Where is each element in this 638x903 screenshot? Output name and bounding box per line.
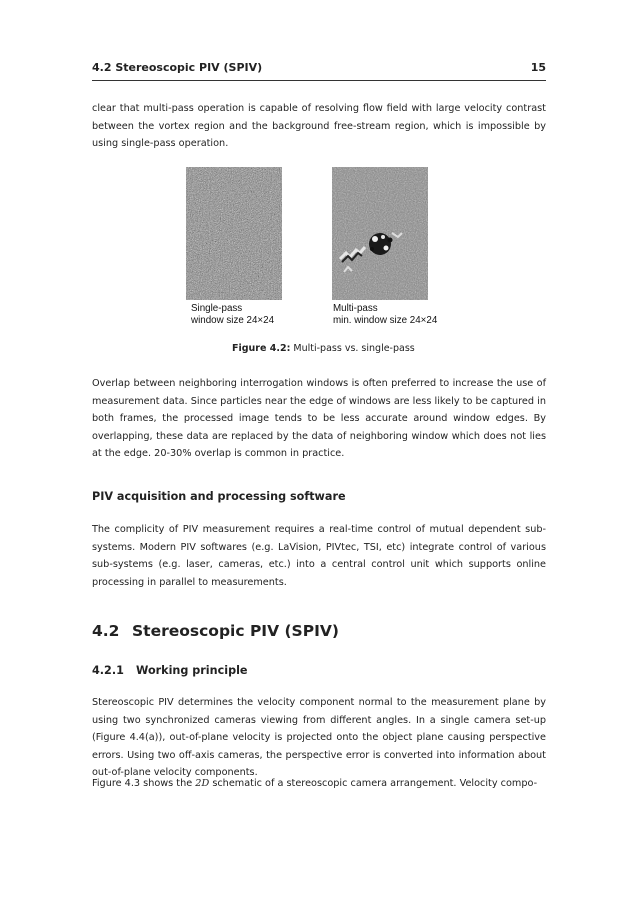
single-pass-label-line1: Single-pass: [191, 303, 243, 314]
single-pass-image: [186, 167, 282, 300]
single-pass-label: [191, 303, 274, 327]
multi-pass-label-line2: min. window size 24×24: [333, 315, 438, 326]
multi-pass-label-line1: Multi-pass: [333, 303, 378, 314]
paragraph-working-principle: [92, 694, 546, 782]
section-heading: [92, 622, 339, 640]
running-header: [92, 61, 546, 77]
running-header-title: 4.2 Stereoscopic PIV (SPIV): [92, 61, 263, 74]
subheading-software: [92, 490, 346, 503]
paragraph-schematic-text: [92, 775, 546, 793]
page-number: 15: [530, 61, 546, 74]
math-2d: 2D: [195, 778, 210, 789]
section-number: 4.2: [92, 622, 120, 640]
figure-caption: [232, 343, 415, 354]
multi-pass-vortex-field: [332, 167, 428, 300]
paragraph-intro: [92, 100, 546, 153]
figure-ref-link[interactable]: 4.4(a): [129, 732, 159, 744]
paragraph-overlap: [92, 375, 546, 463]
subsection-number: 4.2.1: [92, 664, 124, 677]
paragraph-schematic-part2: schematic of a stereoscopic camera arrangement. Velocity compo-: [209, 778, 538, 789]
paragraph-schematic: [92, 775, 546, 793]
multi-pass-label: [333, 303, 437, 327]
single-pass-label-line2: window size 24×24: [191, 315, 275, 326]
figure-caption-text: Multi-pass vs. single-pass: [293, 343, 415, 354]
paragraph-working-principle-text: [92, 694, 546, 782]
subsection-heading: [92, 664, 248, 677]
paragraph-working-principle-part1: Stereoscopic PIV determines the velocity component normal to the measurement plane by using two synchronized cameras viewing from different angles. In a single camera set-up (Figure: [92, 697, 546, 744]
paragraph-software: [92, 521, 546, 591]
multi-pass-image: [332, 167, 428, 300]
subsection-title: Working principle: [136, 664, 248, 677]
single-pass-noise-field: [186, 167, 282, 300]
section-title: Stereoscopic PIV (SPIV): [132, 622, 339, 640]
header-rule: [92, 80, 546, 81]
paragraph-software-text: The complicity of PIV measurement requires a real-time control of mutual dependent sub-systems. Modern PIV softwares (e.g. LaVision, PIVtec, TSI, etc) integrate control of various sub-systems (e.g. laser, cameras, etc.) into a central control unit which supports online processing in parallel to measurements.: [92, 524, 546, 588]
paragraph-working-principle-part2: ), out-of-plane velocity is projected onto the object plane causing perspective errors. Using two off-axis cameras, the perspective error is converted into information about out-of-plane velocity components.: [92, 732, 547, 779]
paragraph-schematic-part1: Figure 4.3 shows the: [92, 778, 196, 789]
paragraph-intro-text: clear that multi-pass operation is capable of resolving flow field with large velocity contrast between the vortex region and the background free-stream region, which is impossible by using single-pass operation.: [92, 103, 546, 150]
paragraph-overlap-text: Overlap between neighboring interrogation windows is often preferred to increase the use of measurement data. Since particles near the edge of windows are less likely to be captured in both frames, the processed image tends to be less accurate around window edges. By overlapping, these data are replaced by the data of neighboring window which does not lies at the edge. 20-30% overlap is common in practice.: [92, 378, 546, 460]
figure-caption-label: Figure 4.2:: [232, 343, 291, 354]
subheading-software-text: PIV acquisition and processing software: [92, 490, 346, 503]
